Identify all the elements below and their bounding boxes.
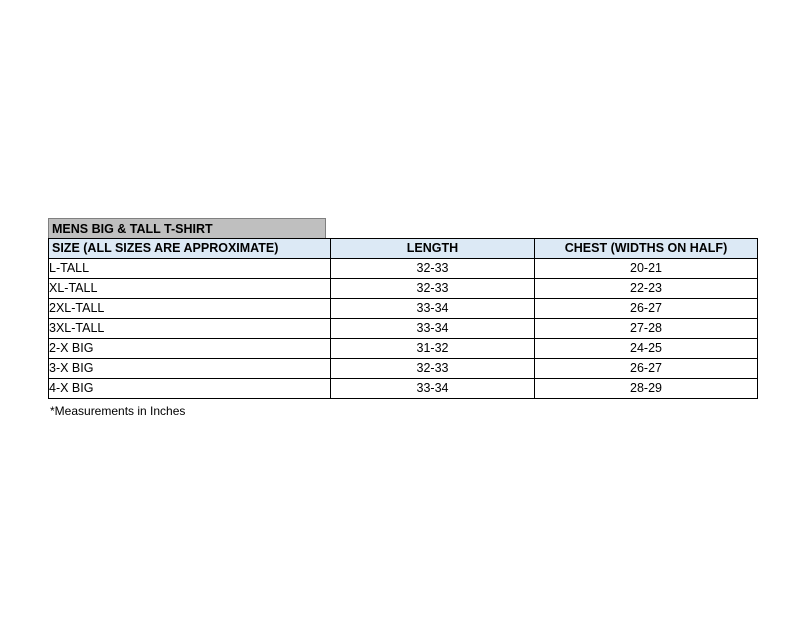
table-row (49, 359, 758, 379)
cell-size: 3XL-TALL (49, 319, 331, 339)
table-header-row (49, 239, 758, 259)
table-row (49, 319, 758, 339)
cell-length: 33-34 (331, 379, 535, 399)
cell-chest: 27-28 (535, 319, 758, 339)
table-row (49, 379, 758, 399)
cell-size: XL-TALL (49, 279, 331, 299)
cell-length: 31-32 (331, 339, 535, 359)
table-row (49, 259, 758, 279)
header-size: SIZE (ALL SIZES ARE APPROXIMATE) (49, 239, 331, 259)
cell-length: 32-33 (331, 359, 535, 379)
header-chest: CHEST (WIDTHS ON HALF) (535, 239, 758, 259)
cell-size: 3-X BIG (49, 359, 331, 379)
cell-chest: 28-29 (535, 379, 758, 399)
table-row (49, 339, 758, 359)
cell-chest: 26-27 (535, 299, 758, 319)
cell-length: 32-33 (331, 259, 535, 279)
cell-chest: 24-25 (535, 339, 758, 359)
cell-chest: 22-23 (535, 279, 758, 299)
cell-chest: 20-21 (535, 259, 758, 279)
footnote: *Measurements in Inches (50, 404, 186, 418)
cell-size: L-TALL (49, 259, 331, 279)
cell-size: 2XL-TALL (49, 299, 331, 319)
table-row (49, 299, 758, 319)
cell-size: 4-X BIG (49, 379, 331, 399)
size-chart-table (48, 238, 758, 399)
cell-length: 32-33 (331, 279, 535, 299)
cell-length: 33-34 (331, 319, 535, 339)
cell-chest: 26-27 (535, 359, 758, 379)
table-row (49, 279, 758, 299)
table-title: MENS BIG & TALL T-SHIRT (48, 218, 326, 238)
cell-size: 2-X BIG (49, 339, 331, 359)
header-length: LENGTH (331, 239, 535, 259)
cell-length: 33-34 (331, 299, 535, 319)
